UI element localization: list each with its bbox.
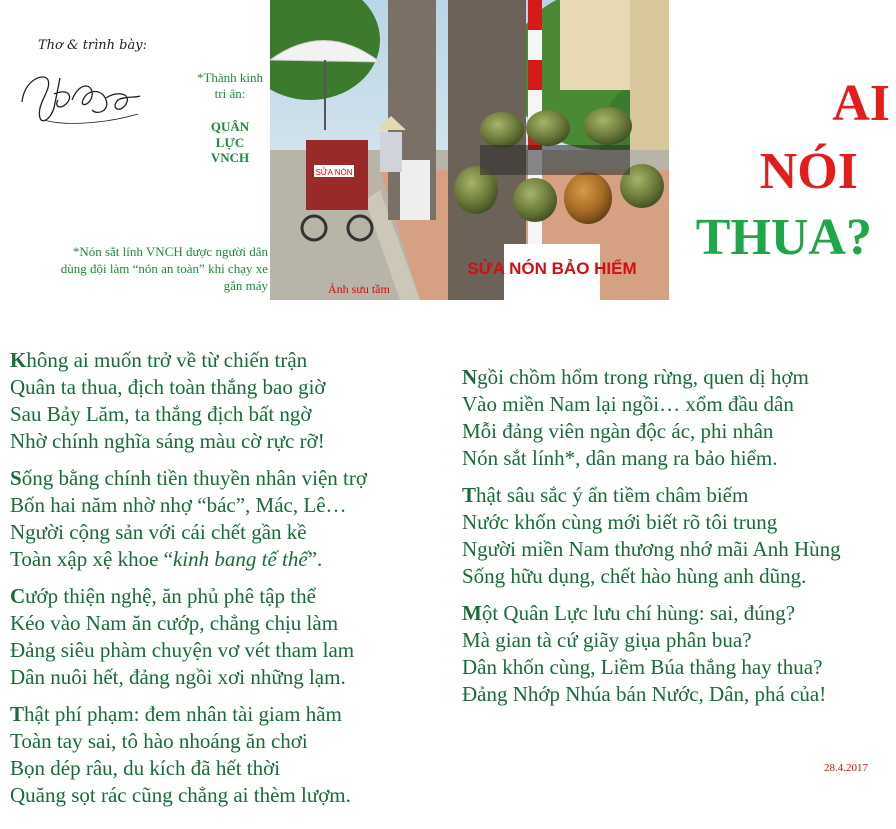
verse-line: Người cộng sản với cái chết gần kề (10, 520, 307, 544)
verse-text: ướp thiện nghệ, ăn phủ phê tập thể (25, 584, 316, 608)
initial-letter: N (462, 365, 478, 389)
verse-text: hật phí phạm: đem nhân tài giam hãm (24, 702, 342, 726)
initial-letter: K (10, 348, 27, 372)
verse-line: Nước khốn cùng mới biết rõ tôi trung (462, 510, 778, 534)
verse-line: Người miền Nam thương nhớ mãi Anh Hùng (462, 537, 841, 561)
verse-line: Bọn dép râu, du kích đã hết thời (10, 756, 281, 780)
verse-line (10, 583, 440, 610)
verse-line: Kéo vào Nam ăn cướp, chẳng chịu làm (10, 611, 339, 635)
photo-sign: SỬA NÓN BẢO HIỂM (467, 259, 637, 278)
initial-letter: C (10, 584, 26, 608)
verse-line (10, 347, 440, 374)
verse-italic: kinh bang tế thế (172, 547, 308, 571)
verse-line: Toàn tay sai, tô hào nhoáng ăn chơi (10, 729, 308, 753)
stanza (10, 701, 440, 809)
verse-line (10, 465, 440, 492)
verse-line: Sau Bảy Lăm, ta thắng địch bất ngờ (10, 402, 312, 426)
army-name: QUÂN LỰC VNCH (210, 119, 250, 165)
stanza (462, 364, 894, 472)
verse-text: ột Quân Lực lưu chí hùng: sai, đúng? (481, 601, 796, 625)
verse-line: Mà gian tà cứ giãy giụa phân bua? (462, 628, 752, 652)
verse-line: Nhờ chính nghĩa sáng màu cờ rực rỡ! (10, 429, 325, 453)
helmet-note: *Nón sắt lính VNCH được người dân dùng đội làm “nón an toàn” khi chạy xe gắn máy (60, 244, 268, 293)
initial-letter: T (462, 483, 477, 507)
photo-caption: Ảnh sưu tầm (328, 282, 390, 296)
tribute-block (196, 70, 264, 166)
cart-sign: SỬA NÓN (315, 168, 353, 177)
poem-column-right (462, 364, 894, 718)
title-line-3: THUA? (695, 209, 872, 266)
title-line-1: AI (832, 75, 890, 132)
poem-date: 28.4.2017 (824, 762, 868, 774)
verse-text: ”. (307, 547, 323, 571)
title-line-2: NÓI (759, 143, 858, 200)
verse-text: Toàn xập xệ khoe “ (10, 547, 173, 571)
verse-line: Dân khốn cùng, Liềm Búa thắng hay thua? (462, 655, 823, 679)
verse-line: Mỗi đảng viên ngàn độc ác, phi nhân (462, 419, 774, 443)
verse-line: Quân ta thua, địch toàn thắng bao giờ (10, 375, 326, 399)
verse-line: Vào miền Nam lại ngồi… xổm đầu dân (462, 392, 794, 416)
dedication: *Thành kinh tri ân: (196, 70, 264, 101)
initial-letter: S (10, 466, 22, 490)
stanza (462, 600, 894, 708)
author-signature (14, 30, 154, 130)
verse-line (10, 701, 440, 728)
verse-line: Dân nuôi hết, đảng ngồi xơi những lạm. (10, 665, 346, 689)
verse-line: Bốn hai năm nhờ nhợ “bác”, Mác, Lê… (10, 493, 347, 517)
verse-text: hật sâu sắc ý ẩn tiềm châm biếm (476, 483, 749, 507)
verse-line: Đảng Nhớp Nhúa bán Nước, Dân, phá của! (462, 682, 827, 706)
poem-title (670, 0, 896, 300)
verse-line (462, 482, 894, 509)
stanza (462, 482, 894, 590)
stanza (10, 347, 440, 455)
verse-text: gồi chồm hổm trong rừng, quen dị hợm (477, 365, 809, 389)
stanza (10, 583, 440, 691)
stanza (10, 465, 440, 573)
signature-logo (14, 60, 144, 130)
verse-text: hông ai muốn trở về từ chiến trận (26, 348, 308, 372)
verse-line: Đảng siêu phàm chuyện vơ vét tham lam (10, 638, 355, 662)
verse-line (462, 600, 894, 627)
verse-line (462, 364, 894, 391)
verse-line: Sống hữu dụng, chết hào hùng anh dũng. (462, 564, 807, 588)
verse-line (10, 546, 440, 573)
street-photo (270, 0, 669, 300)
initial-letter: T (10, 702, 25, 726)
initial-letter: M (462, 601, 482, 625)
verse-text: ống bằng chính tiền thuyền nhân viện trợ (21, 466, 367, 490)
poem-column-left (10, 347, 440, 819)
credit-label: Thơ & trình bày: (38, 38, 147, 53)
verse-line: Quăng sọt rác cũng chẳng ai thèm lượm. (10, 783, 351, 807)
verse-line: Nón sắt lính*, dân mang ra bảo hiểm. (462, 446, 778, 470)
